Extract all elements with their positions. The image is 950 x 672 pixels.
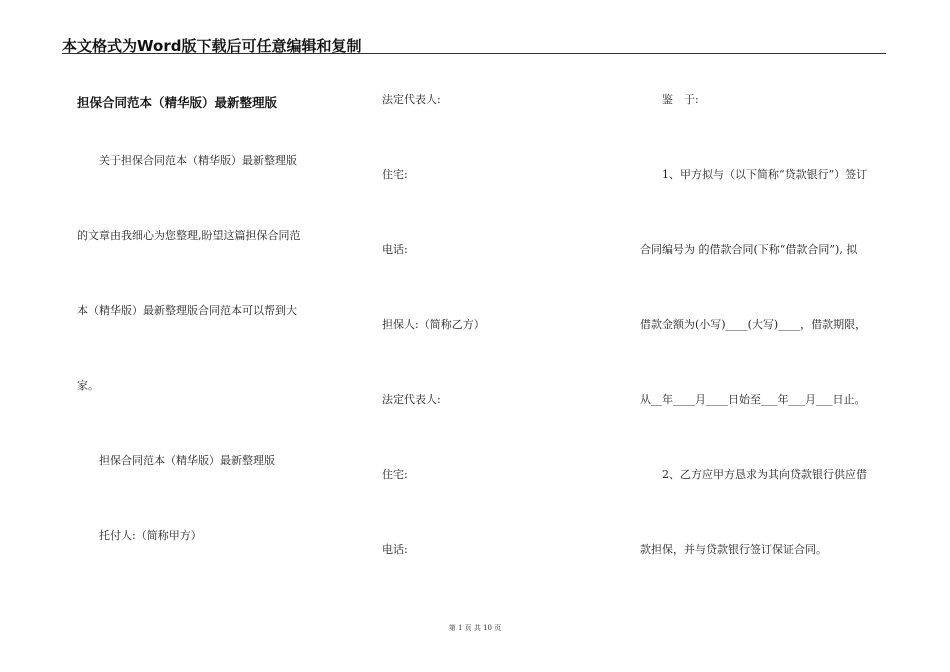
document-header: 本文格式为Word版下载后可任意编辑和复制 bbox=[62, 37, 362, 55]
left-paragraph-line: 的文章由我细心为您整理,盼望这篇担保合同范 bbox=[77, 229, 301, 242]
right-paragraph-line: 借款金额为(小写)____(大写)____，借款期限， bbox=[640, 318, 867, 331]
middle-field-line: 法定代表人: bbox=[382, 93, 441, 106]
middle-field-line: 住宅: bbox=[382, 168, 408, 181]
left-paragraph-line: 托付人:（简称甲方） bbox=[99, 529, 202, 542]
middle-field-line: 住宅: bbox=[382, 468, 408, 481]
right-paragraph-line: 2、乙方应甲方恳求为其向贷款银行供应借 bbox=[662, 468, 867, 481]
middle-field-line: 电话: bbox=[382, 243, 408, 256]
right-paragraph-line: 合同编号为 的借款合同(下称“借款合同”), 拟 bbox=[640, 243, 858, 256]
right-paragraph-line: 从__年____月____日始至___年___月___日止。 bbox=[640, 393, 866, 406]
right-paragraph-line: 1、甲方拟与（以下简称“贷款银行”）签订 bbox=[662, 168, 868, 181]
document-title: 担保合同范本（精华版）最新整理版 bbox=[77, 95, 278, 110]
middle-field-line: 法定代表人: bbox=[382, 393, 441, 406]
right-paragraph-line: 款担保，并与贷款银行签订保证合同。 bbox=[640, 543, 827, 556]
left-paragraph-line: 担保合同范本（精华版）最新整理版 bbox=[99, 454, 275, 467]
left-paragraph-line: 家。 bbox=[77, 379, 99, 392]
header-divider bbox=[62, 53, 886, 54]
page-number: 第 1 页 共 10 页 bbox=[448, 624, 502, 632]
middle-field-line: 担保人:（简称乙方） bbox=[382, 318, 485, 331]
right-paragraph-line: 鉴 于: bbox=[662, 93, 699, 106]
middle-field-line: 电话: bbox=[382, 543, 408, 556]
left-paragraph-line: 关于担保合同范本（精华版）最新整理版 bbox=[99, 154, 297, 167]
left-paragraph-line: 本（精华版）最新整理版合同范本可以帮到大 bbox=[77, 304, 297, 317]
